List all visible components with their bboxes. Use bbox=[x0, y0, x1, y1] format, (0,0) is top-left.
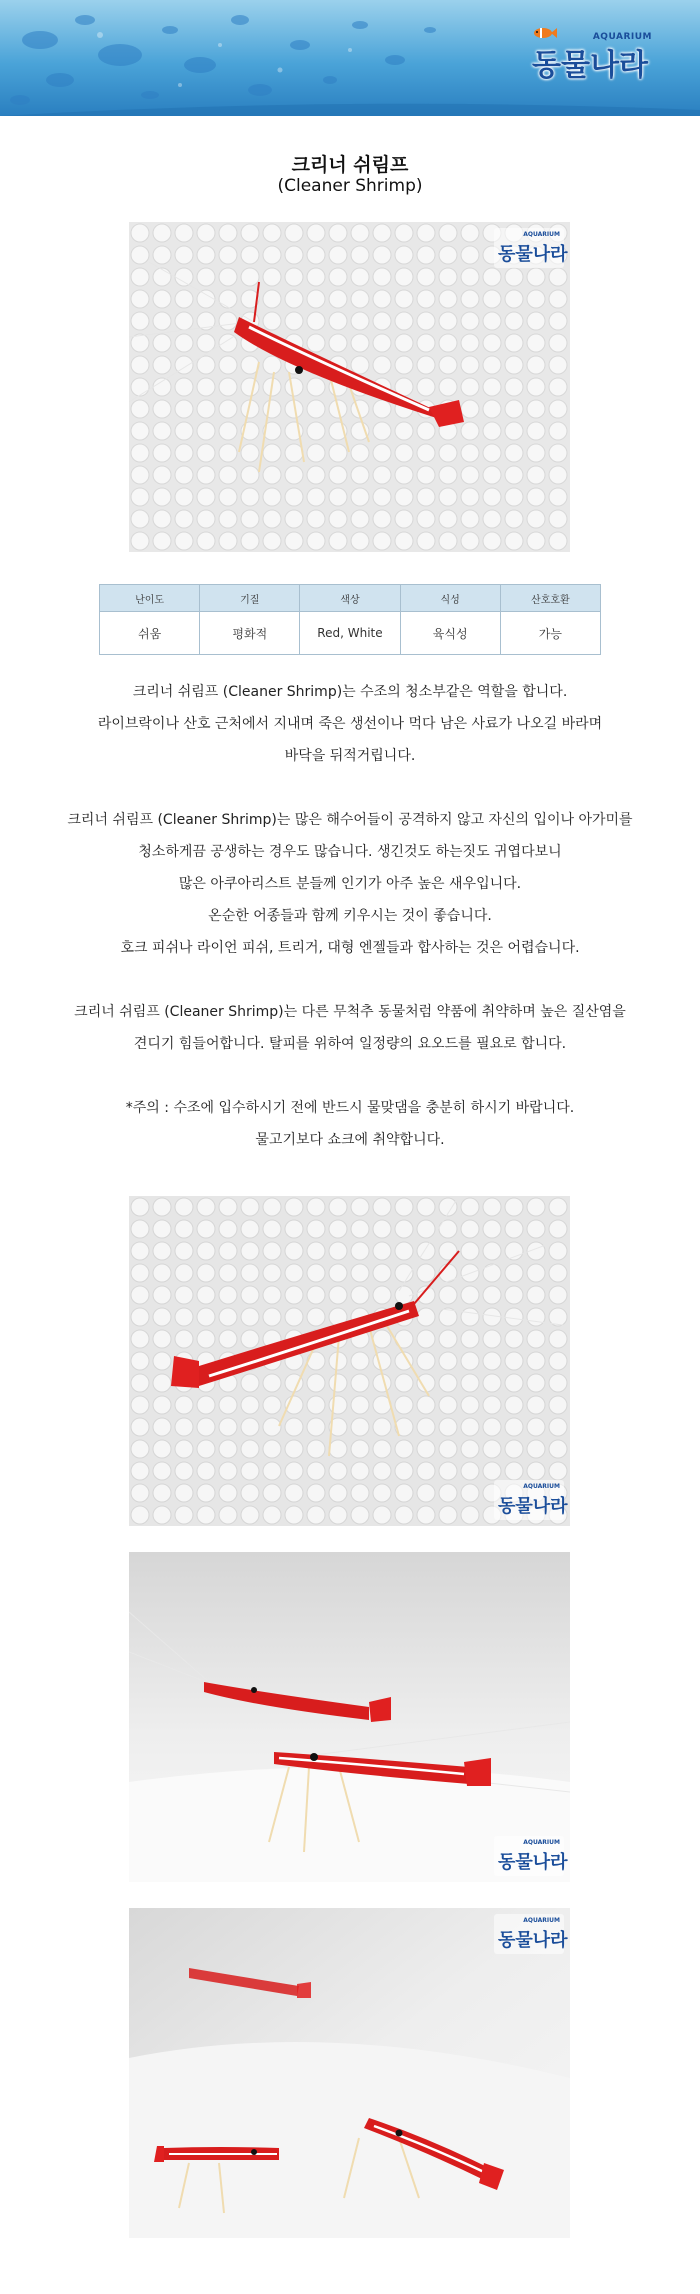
description-line: 크리너 쉬림프 (Cleaner Shrimp)는 다른 무척추 동물처럼 약품에 취약하며 높은 질산염을 bbox=[74, 1004, 626, 1020]
description-line: 온순한 어종들과 함께 키우시는 것이 좋습니다. bbox=[208, 908, 492, 924]
watermark-sub-label: AQUARIUM bbox=[523, 1839, 560, 1846]
description-line: 호크 피쉬나 라이언 피쉬, 트리거, 대형 엔젤들과 합사하는 것은 어렵습니다. bbox=[120, 940, 580, 956]
shrimp-photo-3 bbox=[129, 1552, 570, 1882]
description-line: 라이브락이나 산호 근처에서 지내며 죽은 생선이나 먹다 남은 사료가 나오길 바라며 bbox=[97, 716, 603, 732]
header-color: 색상 bbox=[300, 585, 400, 612]
brand-sub-label: AQUARIUM bbox=[592, 32, 652, 42]
watermark-logo bbox=[494, 1914, 568, 1954]
clownfish-icon bbox=[532, 26, 558, 40]
description-line: 크리너 쉬림프 (Cleaner Shrimp)는 많은 해수어들이 공격하지 않고 자신의 입이나 아가미를 bbox=[67, 812, 633, 828]
caution-line: 물고기보다 쇼크에 취약합니다. bbox=[255, 1132, 445, 1148]
product-description bbox=[0, 676, 700, 1156]
description-line: 바닥을 뒤적거립니다. bbox=[284, 748, 416, 764]
header-reef-safe: 산호호환 bbox=[500, 585, 600, 612]
header-banner bbox=[0, 0, 700, 116]
header-temperament: 기질 bbox=[200, 585, 300, 612]
value-difficulty: 쉬움 bbox=[100, 612, 200, 655]
product-title: 크리너 쉬림프 bbox=[291, 154, 409, 176]
brand-name: 동물나라 bbox=[532, 48, 648, 83]
watermark-sub-label: AQUARIUM bbox=[523, 231, 560, 238]
value-color: Red, White bbox=[300, 612, 400, 655]
watermark-logo bbox=[494, 228, 568, 268]
table-row bbox=[100, 612, 601, 655]
shrimp-photo-4 bbox=[129, 1908, 570, 2238]
shrimp-photo-1 bbox=[129, 222, 570, 552]
watermark-brand-name: 동물나라 bbox=[498, 1496, 568, 1517]
caution-line: *주의 : 수조에 입수하시기 전에 반드시 물맞댐을 충분히 하시기 바랍니다. bbox=[125, 1100, 575, 1116]
table-header-row bbox=[100, 585, 601, 612]
value-reef-safe: 가능 bbox=[500, 612, 600, 655]
care-info-table bbox=[99, 584, 601, 655]
watermark-brand-name: 동물나라 bbox=[498, 244, 568, 265]
header-difficulty: 난이도 bbox=[100, 585, 200, 612]
description-line: 많은 아쿠아리스트 분들께 인기가 아주 높은 새우입니다. bbox=[178, 876, 522, 892]
watermark-logo bbox=[494, 1480, 568, 1520]
description-line: 견디기 힘들어합니다. 탈피를 위하여 일정량의 요오드를 필요로 합니다. bbox=[133, 1036, 567, 1052]
watermark-brand-name: 동물나라 bbox=[498, 1852, 568, 1873]
value-temperament: 평화적 bbox=[200, 612, 300, 655]
watermark-sub-label: AQUARIUM bbox=[523, 1483, 560, 1490]
description-line: 청소하게끔 공생하는 경우도 많습니다. 생긴것도 하는짓도 귀엽다보니 bbox=[138, 844, 562, 860]
watermark-brand-name: 동물나라 bbox=[498, 1930, 568, 1951]
header-diet: 식성 bbox=[400, 585, 500, 612]
product-subtitle: (Cleaner Shrimp) bbox=[277, 176, 423, 196]
watermark-logo bbox=[494, 1836, 568, 1876]
value-diet: 육식성 bbox=[400, 612, 500, 655]
shrimp-photo-2 bbox=[129, 1196, 570, 1526]
brand-logo[interactable] bbox=[532, 26, 652, 92]
description-line: 크리너 쉬림프 (Cleaner Shrimp)는 수조의 청소부같은 역할을 합니다. bbox=[132, 684, 568, 700]
watermark-sub-label: AQUARIUM bbox=[523, 1917, 560, 1924]
